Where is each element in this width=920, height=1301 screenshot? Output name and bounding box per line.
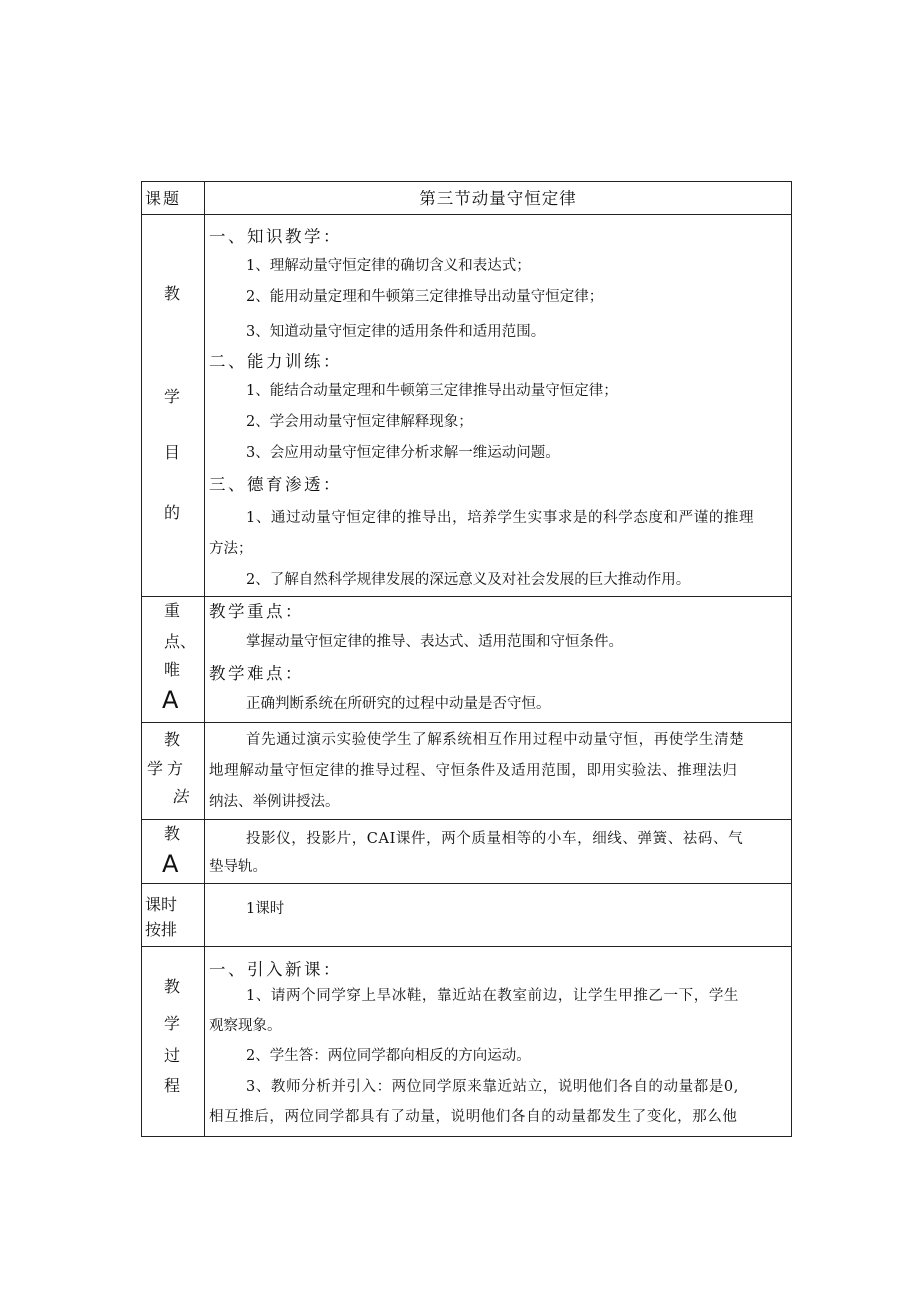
keypoints-label-char: 唯 bbox=[164, 660, 181, 679]
tools-text-line: 垫导轨。 bbox=[209, 859, 267, 875]
schedule-text: 1课时 bbox=[246, 901, 285, 917]
section-heading: 一、知识教学： bbox=[209, 227, 342, 246]
section-heading: 三、德育渗透： bbox=[209, 475, 342, 494]
process-content-cell bbox=[205, 947, 792, 1137]
process-label-cell bbox=[142, 947, 205, 1137]
tools-text-line: 投影仪，投影片，CAI课件，两个质量相等的小车，细线、弹簧、祛码、气 bbox=[246, 831, 744, 847]
row-topic bbox=[142, 182, 792, 215]
keypoints-content-cell bbox=[205, 597, 792, 723]
objective-item: 1、通过动量守恒定律的推导出，培养学生实事求是的科学态度和严谨的推理 bbox=[246, 510, 755, 526]
tools-label-char: A bbox=[162, 850, 179, 878]
schedule-label-cell bbox=[142, 884, 205, 947]
objectives-label-char: 的 bbox=[164, 503, 181, 522]
process-label-char: 过 bbox=[164, 1046, 181, 1065]
objectives-label-char: 教 bbox=[164, 284, 181, 303]
row-method bbox=[142, 723, 792, 820]
process-label-char: 程 bbox=[164, 1076, 181, 1095]
process-text-line: 1、请两个同学穿上旱冰鞋，靠近站在教室前边，让学生甲推乙一下，学生 bbox=[246, 988, 740, 1004]
focus-heading: 教学重点： bbox=[209, 602, 304, 621]
method-text-line: 地理解动量守恒定律的推导过程、守恒条件及适用范围，即用实验法、推理法归 bbox=[209, 763, 738, 779]
schedule-label-line: 课时 bbox=[145, 895, 178, 914]
lesson-title: 第三节动量守恒定律 bbox=[419, 189, 577, 208]
topic-label-cell bbox=[142, 182, 205, 215]
keypoints-label-cell bbox=[142, 597, 205, 723]
process-text-line: 相互推后，两位同学都具有了动量，说明他们各自的动量都发生了变化，那么他 bbox=[209, 1109, 738, 1125]
process-text-line: 3、教师分析并引入：两位同学原来靠近站立，说明他们各自的动量都是0, bbox=[246, 1079, 739, 1095]
topic-title-cell bbox=[205, 182, 792, 215]
objective-item: 1、理解动量守恒定律的确切含义和表达式； bbox=[246, 258, 531, 274]
tools-label-cell bbox=[142, 820, 205, 884]
method-content-cell bbox=[205, 723, 792, 820]
topic-label: 课题 bbox=[145, 189, 182, 208]
row-tools bbox=[142, 820, 792, 884]
objective-item-continuation: 方法； bbox=[209, 541, 253, 557]
difficulty-heading: 教学难点： bbox=[209, 664, 304, 683]
objective-item: 2、学会用动量守恒定律解释现象； bbox=[246, 414, 473, 430]
process-heading: 一、引入新课： bbox=[209, 960, 342, 979]
keypoints-label-char: A bbox=[162, 686, 179, 714]
process-text-line: 观察现象。 bbox=[209, 1018, 282, 1034]
keypoints-label-char: 点、 bbox=[164, 632, 197, 651]
objective-item: 1、能结合动量定理和牛顿第三定律推导出动量守恒定律； bbox=[246, 383, 618, 399]
objectives-label-char: 目 bbox=[164, 443, 181, 462]
section-heading: 二、能力训练： bbox=[209, 352, 342, 371]
objectives-label-char: 学 bbox=[164, 387, 181, 406]
objectives-label-cell bbox=[142, 215, 205, 597]
process-label-char: 学 bbox=[164, 1014, 181, 1033]
tools-label-char: 教 bbox=[164, 824, 181, 843]
method-label-char: 法 bbox=[172, 787, 189, 806]
focus-text: 掌握动量守恒定律的推导、表达式、适用范围和守恒条件。 bbox=[246, 634, 623, 650]
row-keypoints bbox=[142, 597, 792, 723]
objective-item: 2、能用动量定理和牛顿第三定律推导出动量守恒定律； bbox=[246, 289, 604, 305]
lesson-plan-table bbox=[141, 181, 792, 1137]
objective-item: 3、会应用动量守恒定律分析求解一维运动问题。 bbox=[246, 445, 560, 461]
row-objectives bbox=[142, 215, 792, 597]
objective-item: 2、了解自然科学规律发展的深远意义及对社会发展的巨大推动作用。 bbox=[246, 572, 691, 588]
method-label-char: 学方 bbox=[147, 759, 188, 778]
method-label-cell bbox=[142, 723, 205, 820]
row-process bbox=[142, 947, 792, 1137]
method-label-char: 教 bbox=[164, 730, 181, 749]
objective-item: 3、知道动量守恒定律的适用条件和适用范围。 bbox=[246, 324, 546, 340]
process-text-line: 2、学生答：两位同学都向相反的方向运动。 bbox=[246, 1048, 531, 1064]
tools-content-cell bbox=[205, 820, 792, 884]
schedule-content-cell bbox=[205, 884, 792, 947]
row-schedule bbox=[142, 884, 792, 947]
process-label-char: 教 bbox=[164, 977, 181, 996]
method-text-line: 纳法、举例讲授法。 bbox=[209, 794, 340, 810]
method-text-line: 首先通过演示实验使学生了解系统相互作用过程中动量守恒，再使学生清楚 bbox=[246, 732, 745, 748]
schedule-label-line: 按排 bbox=[145, 920, 178, 939]
objectives-content-cell bbox=[205, 215, 792, 597]
difficulty-text: 正确判断系统在所研究的过程中动量是否守恒。 bbox=[246, 696, 551, 712]
keypoints-label-char: 重 bbox=[164, 601, 181, 620]
